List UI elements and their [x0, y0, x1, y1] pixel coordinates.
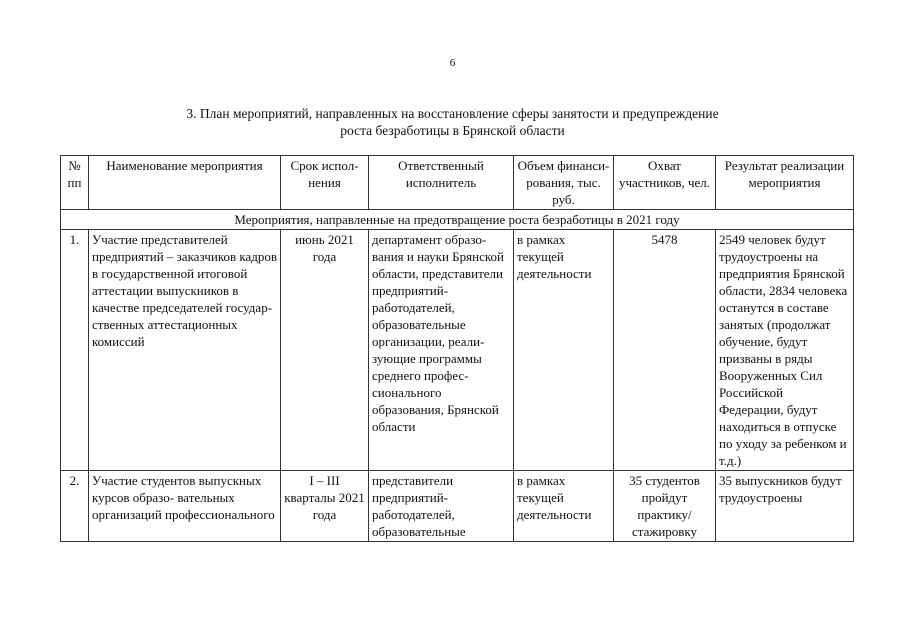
section-title: Мероприятия, направленные на предотвращение роста безработицы в 2021 году	[61, 210, 854, 230]
row-coverage: 35 студентов пройдут практику/ стажировку	[614, 471, 716, 542]
row-term: I – III кварталы 2021 года	[281, 471, 369, 542]
table-row	[61, 230, 854, 471]
title-line-2: роста безработицы в Брянской области	[340, 123, 565, 138]
row-funding: в рамках текущей деятельности	[514, 230, 614, 471]
plan-table	[60, 155, 854, 542]
header-coverage: Охват участников, чел.	[614, 156, 716, 210]
document-title	[0, 105, 905, 139]
row-executor: представители предприятий- работодателей, образовательные	[369, 471, 514, 542]
row-executor: департамент образо- вания и науки Брянской области, представители предприятий- работодателей, образовательные организации, реали- зующие программы среднего профес- сионального образования, Брянской области	[369, 230, 514, 471]
title-line-1: 3. План мероприятий, направленных на восстановление сферы занятости и предупреждение	[186, 106, 719, 121]
header-funding: Объем финанси- рования, тыс. руб.	[514, 156, 614, 210]
row-coverage: 5478	[614, 230, 716, 471]
page-number: 6	[449, 57, 456, 69]
row-num: 1.	[61, 230, 89, 471]
header-name: Наименование мероприятия	[89, 156, 281, 210]
header-result: Результат реализации мероприятия	[716, 156, 854, 210]
section-row	[61, 210, 854, 230]
row-name: Участие студентов выпускных курсов образо- вательных организаций профессионального	[89, 471, 281, 542]
row-num: 2.	[61, 471, 89, 542]
row-term: июнь 2021 года	[281, 230, 369, 471]
header-num: № пп	[61, 156, 89, 210]
row-name: Участие представителей предприятий – заказчиков кадров в государственной итоговой аттестации выпускников в качестве председателей государ- ственных аттестационных комиссий	[89, 230, 281, 471]
row-result: 2549 человек будут трудоустроены на предприятия Брянской области, 2834 человека останутся в составе занятых (продолжат обучение, будут призваны в ряды Вооруженных Сил Российской Федерации, будут находиться в отпуске по уходу за ребенком и т.д.)	[716, 230, 854, 471]
row-result: 35 выпускников будут трудоустроены	[716, 471, 854, 542]
row-funding: в рамках текущей деятельности	[514, 471, 614, 542]
header-term: Срок испол- нения	[281, 156, 369, 210]
table-row	[61, 471, 854, 542]
header-row	[61, 156, 854, 210]
header-executor: Ответственный исполнитель	[369, 156, 514, 210]
